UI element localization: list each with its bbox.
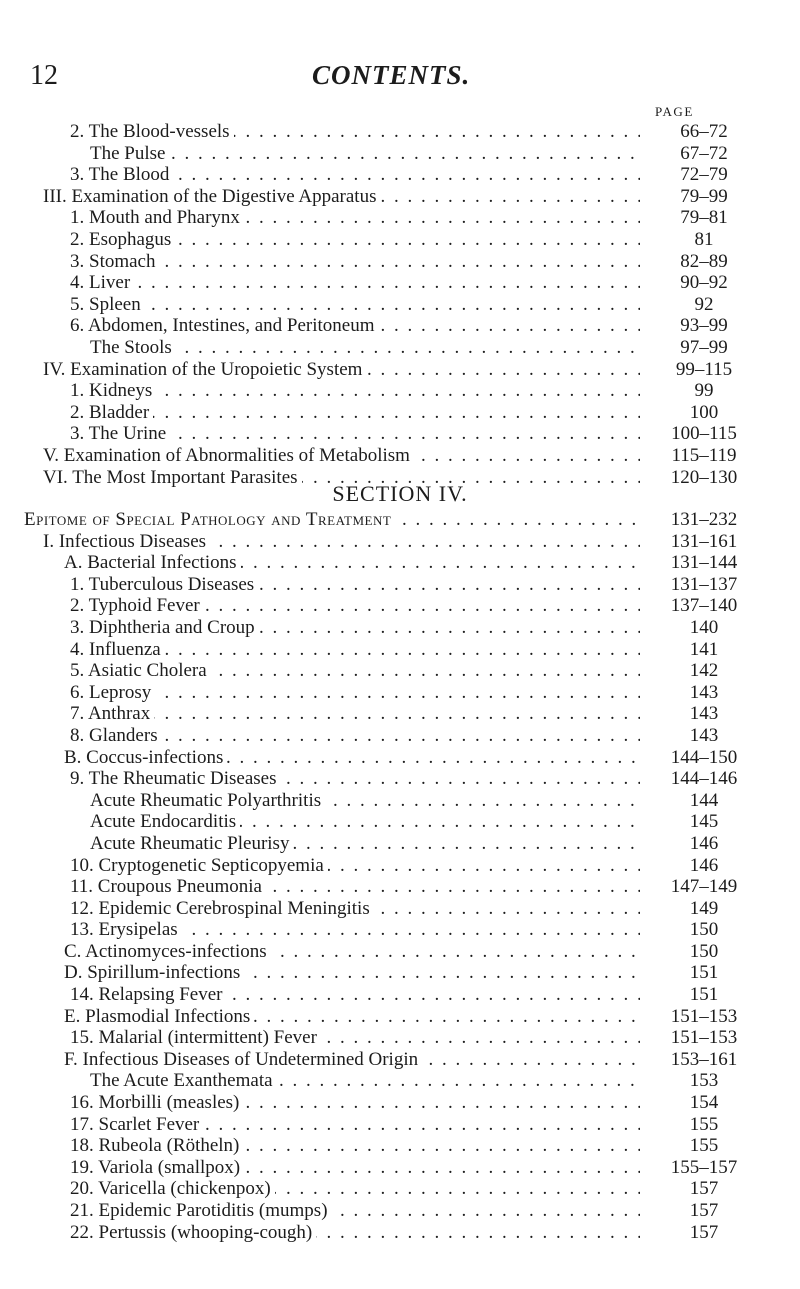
toc-entry-title: 2. Typhoid Fever	[70, 595, 204, 616]
contents-list-part-2	[0, 509, 800, 1243]
toc-entry-page: 82–89	[680, 250, 728, 272]
toc-entry	[0, 552, 800, 574]
toc-entry-page: 146	[689, 832, 719, 854]
toc-entry	[0, 445, 800, 467]
toc-entry-title: 13. Erysipelas	[70, 919, 182, 940]
toc-entry	[0, 790, 800, 812]
toc-entry	[0, 1157, 800, 1179]
toc-entry-page: 66–72	[680, 121, 728, 142]
toc-entry-page: 157	[689, 1221, 719, 1243]
toc-entry-page: 141	[689, 638, 719, 660]
toc-entry	[0, 962, 800, 984]
toc-entry-page: 155–157	[670, 1156, 738, 1178]
toc-entry-title: 6. Leprosy	[70, 682, 155, 703]
toc-entry	[0, 1114, 800, 1136]
toc-entry	[0, 1200, 800, 1222]
toc-entry-page: 150	[689, 919, 719, 941]
toc-entry-title: 17. Scarlet Fever	[70, 1114, 203, 1135]
toc-entry-page: 157	[689, 1178, 719, 1200]
toc-entry-page: 79–81	[680, 207, 728, 229]
toc-entry-title: D. Spirillum-infections	[64, 962, 244, 983]
toc-entry-page: 153–161	[670, 1048, 738, 1070]
toc-entry-page: 99	[694, 380, 714, 402]
toc-entry-page: 97–99	[680, 336, 728, 358]
toc-entry-page: 151–153	[670, 1005, 738, 1027]
toc-entry-page: 145	[689, 811, 719, 833]
toc-entry-title: A. Bacterial Infections	[64, 552, 241, 573]
toc-entry-page: 79–99	[680, 185, 728, 207]
toc-entry-title: 12. Epidemic Cerebrospinal Meningitis	[70, 898, 374, 919]
toc-entry-title: 1. Tuberculous Diseases	[70, 574, 258, 595]
toc-entry	[0, 337, 800, 359]
toc-entry	[0, 703, 800, 725]
toc-entry-title: The Acute Exanthemata	[90, 1070, 277, 1091]
toc-entry-page: 90–92	[680, 272, 728, 294]
toc-entry-page: 144–150	[670, 746, 738, 768]
toc-entry	[0, 1092, 800, 1114]
toc-entry	[0, 531, 800, 553]
toc-entry-page: 137–140	[670, 595, 738, 617]
toc-entry	[0, 595, 800, 617]
toc-entry-page: 140	[689, 616, 719, 638]
toc-entry-title: VI. The Most Important Parasites	[43, 467, 302, 488]
toc-entry-title: 3. The Blood	[70, 164, 173, 185]
toc-entry-page: 131–232	[670, 509, 738, 530]
toc-entry	[0, 660, 800, 682]
toc-entry-title: 11. Croupous Pneumonia	[70, 876, 266, 897]
toc-entry	[0, 919, 800, 941]
toc-entry	[0, 574, 800, 596]
toc-entry	[0, 402, 800, 424]
toc-entry-page: 99–115	[675, 358, 733, 380]
toc-entry	[0, 876, 800, 898]
toc-entry-page: 131–161	[670, 530, 738, 552]
toc-entry-title: 3. Diphtheria and Croup	[70, 617, 259, 638]
toc-entry-title: 3. Stomach	[70, 251, 160, 272]
toc-entry-title: 20. Varicella (chickenpox)	[70, 1178, 275, 1199]
toc-entry	[0, 1070, 800, 1092]
toc-entry-page: 81	[694, 228, 714, 250]
toc-entry	[0, 164, 800, 186]
toc-entry-title: 15. Malarial (intermittent) Fever	[70, 1027, 321, 1048]
toc-entry-title: 16. Morbilli (measles)	[70, 1092, 243, 1113]
toc-entry-title: 4. Liver	[70, 272, 134, 293]
toc-entry-title: 1. Mouth and Pharynx	[70, 207, 244, 228]
toc-entry-page: 149	[689, 897, 719, 919]
page-number: 12	[30, 60, 58, 91]
toc-entry	[0, 272, 800, 294]
toc-entry-page: 151	[689, 984, 719, 1006]
toc-entry	[0, 833, 800, 855]
toc-entry	[0, 1135, 800, 1157]
toc-entry	[0, 682, 800, 704]
toc-entry-title: The Pulse	[90, 143, 169, 164]
toc-entry	[0, 186, 800, 208]
toc-entry	[0, 380, 800, 402]
toc-entry	[0, 725, 800, 747]
toc-entry-title: 7. Anthrax	[70, 703, 154, 724]
toc-entry-title: 5. Asiatic Cholera	[70, 660, 211, 681]
toc-entry	[0, 121, 800, 143]
toc-entry	[0, 898, 800, 920]
toc-entry	[0, 617, 800, 639]
toc-entry-title: 21. Epidemic Parotiditis (mumps)	[70, 1200, 332, 1221]
toc-entry-title: The Stools	[90, 337, 176, 358]
toc-entry-page: 67–72	[680, 142, 728, 164]
toc-entry-title: F. Infectious Diseases of Undetermined Origin	[64, 1049, 422, 1070]
toc-entry-page: 155	[689, 1113, 719, 1135]
toc-entry-title: V. Examination of Abnormalities of Metabolism	[43, 445, 414, 466]
toc-entry	[0, 1178, 800, 1200]
toc-entry-title: Acute Rheumatic Polyarthritis	[90, 790, 325, 811]
toc-entry-page: 150	[689, 940, 719, 962]
toc-entry	[0, 1027, 800, 1049]
toc-entry-page: 151	[689, 962, 719, 984]
toc-entry-title: I. Infectious Diseases	[43, 531, 210, 552]
toc-entry-title: 10. Cryptogenetic Septicopyemia	[70, 855, 328, 876]
toc-entry-page: 131–144	[670, 552, 738, 574]
toc-entry-title: 19. Variola (smallpox)	[70, 1157, 244, 1178]
toc-entry	[0, 1006, 800, 1028]
toc-entry	[0, 1049, 800, 1071]
toc-entry-page: 144–146	[670, 768, 738, 790]
toc-entry-page: 143	[689, 681, 719, 703]
toc-entry	[0, 251, 800, 273]
running-title: CONTENTS.	[312, 60, 471, 90]
toc-entry-title: 6. Abdomen, Intestines, and Peritoneum	[70, 315, 378, 336]
toc-entry-page: 115–119	[671, 444, 737, 466]
toc-entry-page: 100	[689, 401, 719, 423]
toc-entry	[0, 294, 800, 316]
toc-entry	[0, 207, 800, 229]
toc-entry-title: 2. Bladder	[70, 402, 153, 423]
toc-entry-title: 4. Influenza	[70, 639, 165, 660]
toc-entry	[0, 143, 800, 165]
toc-entry-title: Epitome of Special Pathology and Treatment	[24, 509, 395, 530]
toc-entry-title: 2. Esophagus	[70, 229, 175, 250]
toc-entry-title: 5. Spleen	[70, 294, 145, 315]
toc-entry-page: 120–130	[670, 466, 738, 488]
toc-entry-title: 1. Kidneys	[70, 380, 156, 401]
toc-entry-page: 154	[689, 1092, 719, 1114]
toc-entry	[0, 509, 800, 531]
toc-entry-title: E. Plasmodial Infections	[64, 1006, 254, 1027]
toc-entry	[0, 229, 800, 251]
toc-entry-title: 9. The Rheumatic Diseases	[70, 768, 281, 789]
toc-entry-page: 147–149	[670, 876, 738, 898]
toc-entry	[0, 984, 800, 1006]
toc-entry-page: 157	[689, 1200, 719, 1221]
toc-entry	[0, 423, 800, 445]
toc-entry	[0, 941, 800, 963]
toc-entry-title: IV. Examination of the Uropoietic System	[43, 359, 366, 380]
toc-entry-title: Acute Endocarditis	[90, 811, 240, 832]
toc-entry	[0, 315, 800, 337]
toc-entry-page: 72–79	[680, 164, 728, 186]
toc-entry-title: 8. Glanders	[70, 725, 162, 746]
toc-entry-page: 143	[689, 724, 719, 746]
toc-entry-page: 143	[689, 703, 719, 725]
toc-entry-page: 146	[689, 854, 719, 876]
toc-entry-title: C. Actinomyces-infections	[64, 941, 271, 962]
toc-entry-title: III. Examination of the Digestive Apparatus	[43, 186, 380, 207]
toc-entry-page: 144	[689, 789, 719, 811]
toc-entry-page: 131–137	[670, 573, 738, 595]
toc-entry	[0, 768, 800, 790]
toc-entry-title: 22. Pertussis (whooping-cough)	[70, 1222, 316, 1243]
toc-entry-page: 155	[689, 1135, 719, 1157]
toc-entry	[0, 747, 800, 769]
toc-entry-page: 100–115	[671, 423, 737, 445]
toc-entry-title: 2. The Blood-vessels	[70, 121, 234, 142]
toc-entry-page: 93–99	[680, 315, 728, 337]
toc-entry-page: 142	[689, 660, 719, 682]
toc-entry	[0, 359, 800, 381]
section-title: SECTION IV.	[332, 481, 468, 506]
toc-entry-page: 153	[689, 1070, 719, 1092]
page-column-label: PAGE	[655, 104, 694, 119]
toc-entry	[0, 855, 800, 877]
toc-entry-page: 92	[694, 293, 714, 315]
toc-entry-title: B. Coccus-infections	[64, 747, 227, 768]
contents-list-part-1	[0, 121, 800, 488]
toc-entry	[0, 811, 800, 833]
toc-entry-title: 18. Rubeola (Rötheln)	[70, 1135, 243, 1156]
toc-entry	[0, 1222, 800, 1244]
toc-entry-page: 151–153	[670, 1027, 738, 1049]
toc-entry-title: 14. Relapsing Fever	[70, 984, 227, 1005]
toc-entry-title: 3. The Urine	[70, 423, 170, 444]
toc-entry-title: Acute Rheumatic Pleurisy	[90, 833, 293, 854]
toc-entry	[0, 639, 800, 661]
